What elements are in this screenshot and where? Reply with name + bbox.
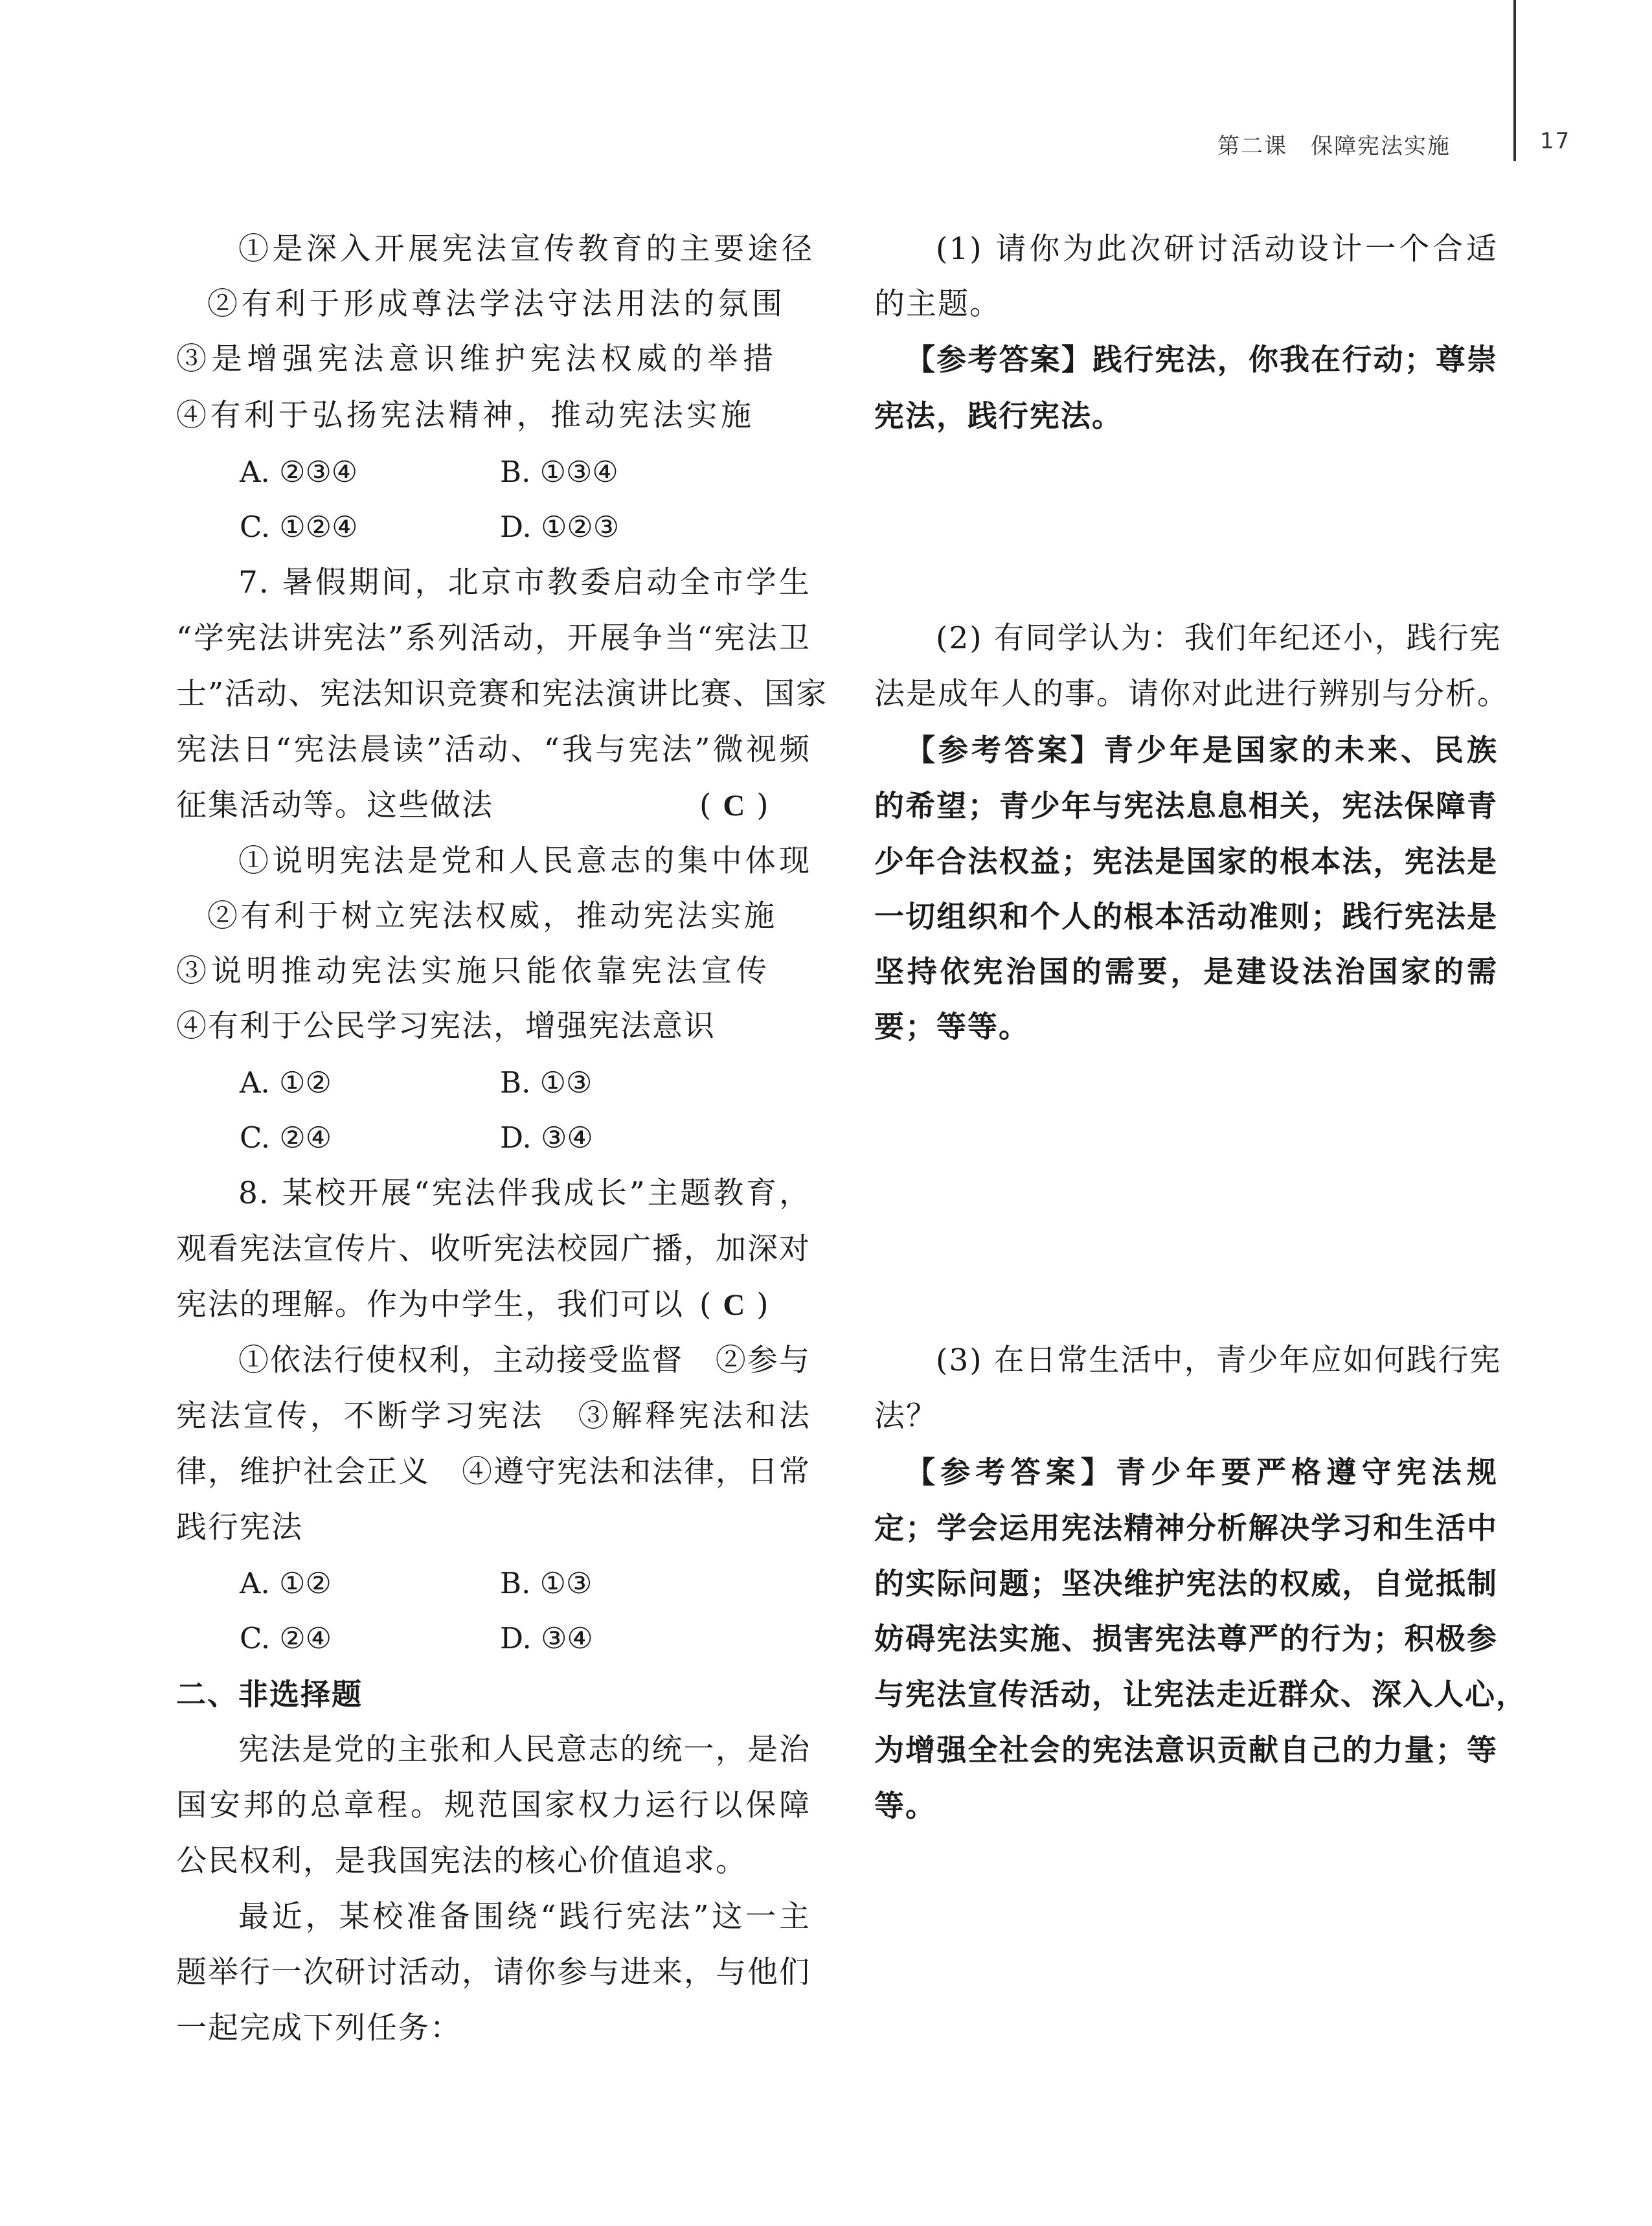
q8-line-1: 8. 某校开展“宪法伴我成长”主题教育， bbox=[238, 1175, 811, 1211]
answer-2-line-4: 一切组织和个人的根本活动准则；践行宪法是 bbox=[874, 899, 1498, 934]
answer-1-line-2: 宪法，践行宪法。 bbox=[874, 398, 1123, 433]
q7-answer-bracket: ( C ) bbox=[699, 788, 769, 823]
q7-line-3: 士”活动、宪法知识竞赛和宪法演讲比赛、国家 bbox=[176, 676, 828, 712]
sub-question-2-line-2: 法是成年人的事。请你对此进行辨别与分析。 bbox=[874, 676, 1509, 712]
intro-line-1: 宪法是党的主张和人民意志的统一，是治 bbox=[238, 1732, 811, 1767]
q7-item-1: ①说明宪法是党和人民意志的集中体现 bbox=[238, 843, 811, 879]
sub-question-1-line-1: (1) 请你为此次研讨活动设计一个合适 bbox=[936, 231, 1498, 267]
q8-answer: C bbox=[723, 1288, 745, 1322]
q7-line-4: 宪法日“宪法晨读”活动、“我与宪法”微视频 bbox=[176, 732, 811, 767]
answer-2-line-5: 坚持依宪治国的需要，是建设法治国家的需 bbox=[874, 954, 1498, 989]
answer-3-line-7: 等。 bbox=[874, 1788, 936, 1823]
answer-2-line-2: 的希望；青少年与宪法息息相关，宪法保障青 bbox=[874, 788, 1498, 823]
sub-question-3-line-1: (3) 在日常生活中，青少年应如何践行宪 bbox=[936, 1343, 1502, 1378]
answer-2-line-3: 少年合法权益；宪法是国家的根本法，宪法是 bbox=[874, 844, 1498, 879]
q6-option-a: A. ②③④ bbox=[240, 455, 358, 489]
section-2-title: 二、非选择题 bbox=[176, 1677, 363, 1712]
q6-item-1: ①是深入开展宪法宣传教育的主要途径 bbox=[238, 231, 813, 267]
q7-line-1: 7. 暑假期间，北京市教委启动全市学生 bbox=[238, 565, 811, 600]
answer-3-line-4: 妨碍宪法实施、损害宪法尊严的行为；积极参 bbox=[874, 1621, 1498, 1656]
answer-3-line-6: 为增强全社会的宪法意识贡献自己的力量；等 bbox=[874, 1732, 1498, 1767]
q6-item-4: ④有利于弘扬宪法精神，推动宪法实施 bbox=[176, 398, 752, 433]
q7-option-c: C. ②④ bbox=[240, 1120, 332, 1155]
q8-option-d: D. ③④ bbox=[500, 1621, 593, 1655]
sub-question-1-line-2: 的主题。 bbox=[874, 286, 1001, 322]
q7-item-2: ②有利于树立宪法权威，推动宪法实施 bbox=[207, 898, 776, 934]
intro2-line-2: 题举行一次研讨活动，请你参与进来，与他们 bbox=[176, 1955, 811, 1990]
intro2-line-3: 一起完成下列任务： bbox=[176, 2010, 462, 2046]
q7-item-4: ④有利于公民学习宪法，增强宪法意识 bbox=[176, 1008, 716, 1044]
q6-option-b: B. ①③④ bbox=[500, 455, 618, 489]
header-divider bbox=[1513, 113, 1516, 161]
intro-line-2: 国安邦的总章程。规范国家权力运行以保障 bbox=[176, 1788, 811, 1823]
q8-line-2: 观看宪法宣传片、收听宪法校园广播，加深对 bbox=[176, 1231, 811, 1267]
sub-question-2-line-1: (2) 有同学认为：我们年纪还小，践行宪 bbox=[936, 620, 1502, 656]
q8-option-b: B. ①③ bbox=[500, 1566, 593, 1600]
answer-3-line-2: 定；学会运用宪法精神分析解决学习和生活中 bbox=[874, 1510, 1498, 1545]
q7-line-5: 征集活动等。这些做法 bbox=[176, 788, 493, 823]
answer-1-line-1: 【参考答案】践行宪法，你我在行动；尊崇 bbox=[905, 342, 1498, 377]
q6-item-3: ③是增强宪法意识维护宪法权威的举措 bbox=[176, 341, 775, 377]
intro2-line-1: 最近，某校准备围绕“践行宪法”这一主 bbox=[238, 1899, 811, 1935]
q7-option-a: A. ①② bbox=[240, 1065, 332, 1100]
q7-answer: C bbox=[723, 789, 745, 823]
intro-line-3: 公民权利，是我国宪法的核心价值追求。 bbox=[176, 1843, 747, 1879]
answer-2-line-1: 【参考答案】青少年是国家的未来、民族 bbox=[905, 733, 1498, 767]
answer-3-line-5: 与宪法宣传活动，让宪法走近群众、深入人心， bbox=[874, 1677, 1527, 1712]
q8-line-3: 宪法的理解。作为中学生，我们可以 bbox=[176, 1287, 684, 1323]
q7-line-2: “学宪法讲宪法”系列活动，开展争当“宪法卫 bbox=[176, 620, 811, 656]
sub-question-3-line-2: 法？ bbox=[874, 1398, 938, 1434]
running-header: 第二课 保障宪法实施 bbox=[1217, 133, 1451, 159]
answer-3-line-1: 【参考答案】青少年要严格遵守宪法规 bbox=[905, 1455, 1498, 1490]
header-divider-top bbox=[1513, 0, 1516, 113]
page-number: 17 bbox=[1540, 128, 1571, 154]
q8-item-1: ①依法行使权利，主动接受监督 ②参与 bbox=[238, 1343, 811, 1378]
q8-item-2: 宪法宣传，不断学习宪法 ③解释宪法和法 bbox=[176, 1398, 811, 1434]
answer-2-line-6: 要；等等。 bbox=[874, 1009, 1030, 1044]
q8-item-3: 律，维护社会正义 ④遵守宪法和法律，日常 bbox=[176, 1454, 811, 1490]
q8-answer-bracket: ( C ) bbox=[699, 1287, 769, 1323]
q8-option-a: A. ①② bbox=[240, 1566, 332, 1600]
q7-item-3: ③说明推动宪法实施只能依靠宪法宣传 bbox=[176, 953, 768, 989]
q7-option-b: B. ①③ bbox=[500, 1065, 593, 1100]
q6-option-d: D. ①②③ bbox=[500, 510, 620, 544]
q8-option-c: C. ②④ bbox=[240, 1621, 332, 1655]
q8-item-4: 践行宪法 bbox=[176, 1510, 303, 1545]
q7-option-d: D. ③④ bbox=[500, 1120, 593, 1155]
answer-3-line-3: 的实际问题；坚决维护宪法的权威，自觉抵制 bbox=[874, 1566, 1498, 1601]
q6-item-2: ②有利于形成尊法学法守法用法的氛围 bbox=[207, 286, 784, 322]
q6-option-c: C. ①②④ bbox=[240, 510, 358, 544]
